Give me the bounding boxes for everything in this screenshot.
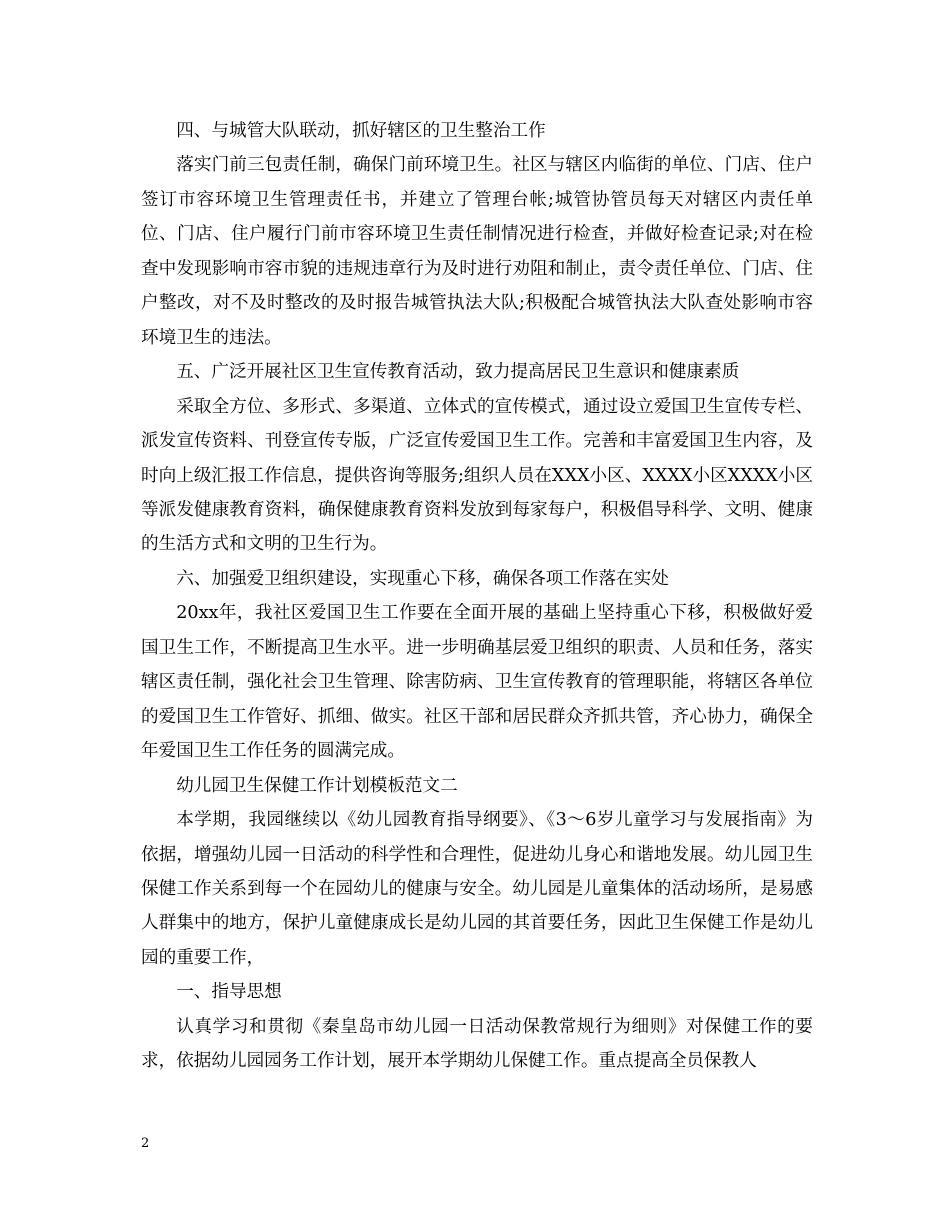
body-paragraph: 采取全方位、多形式、多渠道、立体式的宣传模式，通过设立爱国卫生宣传专栏、派发宣传资料、刊登宣传专版，广泛宣传爱国卫生工作。完善和丰富爱国卫生内容，及时向上级汇报工作信息，提供咨询等服务;组织人员在XXX小区、XXXX小区XXXX小区等派发健康教育资料，确保健康教育资料发放到每家每户，积极倡导科学、文明、健康的生活方式和文明的卫生行为。 [141,396,813,555]
body-paragraph: 落实门前三包责任制，确保门前环境卫生。社区与辖区内临街的单位、门店、住户签订市容环境卫生管理责任书，并建立了管理台帐;城管协管员每天对辖区内责任单位、门店、住户履行门前市容环境卫生责任制情况进行检查，并做好检查记录;对在检查中发现影响市容市貌的违规违章行为及时进行劝阻和制止，责令责任单位、门店、住户整改，对不及时整改的及时报告城管执法大队;积极配合城管执法大队查处影响市容环境卫生的违法。 [141,155,813,348]
document-title: 幼儿园卫生保健工作计划模板范文二 [176,775,458,796]
section-heading-1: 一、指导思想 [176,982,282,1003]
section-heading-5: 五、广泛开展社区卫生宣传教育活动，致力提高居民卫生意识和健康素质 [176,362,740,383]
section-heading-6: 六、加强爱卫组织建设，实现重心下移，确保各项工作落在实处 [176,568,669,589]
body-paragraph: 本学期，我园继续以《幼儿园教育指导纲要》、《3～6岁儿童学习与发展指南》为依据，增强幼儿园一日活动的科学性和合理性，促进幼儿身心和谐地发展。幼儿园卫生保健工作关系到每一个在园幼儿的健康与安全。幼儿园是儿童集体的活动场所，是易感人群集中的地方，保护儿童健康成长是幼儿园的其首要任务，因此卫生保健工作是幼儿园的重要工作， [141,810,813,968]
section-heading-4: 四、与城管大队联动，抓好辖区的卫生整治工作 [176,121,546,141]
body-paragraph: 认真学习和贯彻《秦皇岛市幼儿园一日活动保教常规行为细则》对保健工作的要求，依据幼儿园园务工作计划，展开本学期幼儿保健工作。重点提高全员保教人 [141,1016,813,1072]
body-paragraph: 20xx年，我社区爱国卫生工作要在全面开展的基础上坚持重心下移，积极做好爱国卫生工作，不断提高卫生水平。进一步明确基层爱卫组织的职责、人员和任务，落实辖区责任制，强化社会卫生管理、除害防病、卫生宣传教育的管理职能，将辖区各单位的爱国卫生工作管好、抓细、做实。社区干部和居民群众齐抓共管，齐心协力，确保全年爱国卫生工作任务的圆满完成。 [141,603,813,762]
document-body [141,114,813,1079]
page-number: 2 [141,1136,150,1151]
